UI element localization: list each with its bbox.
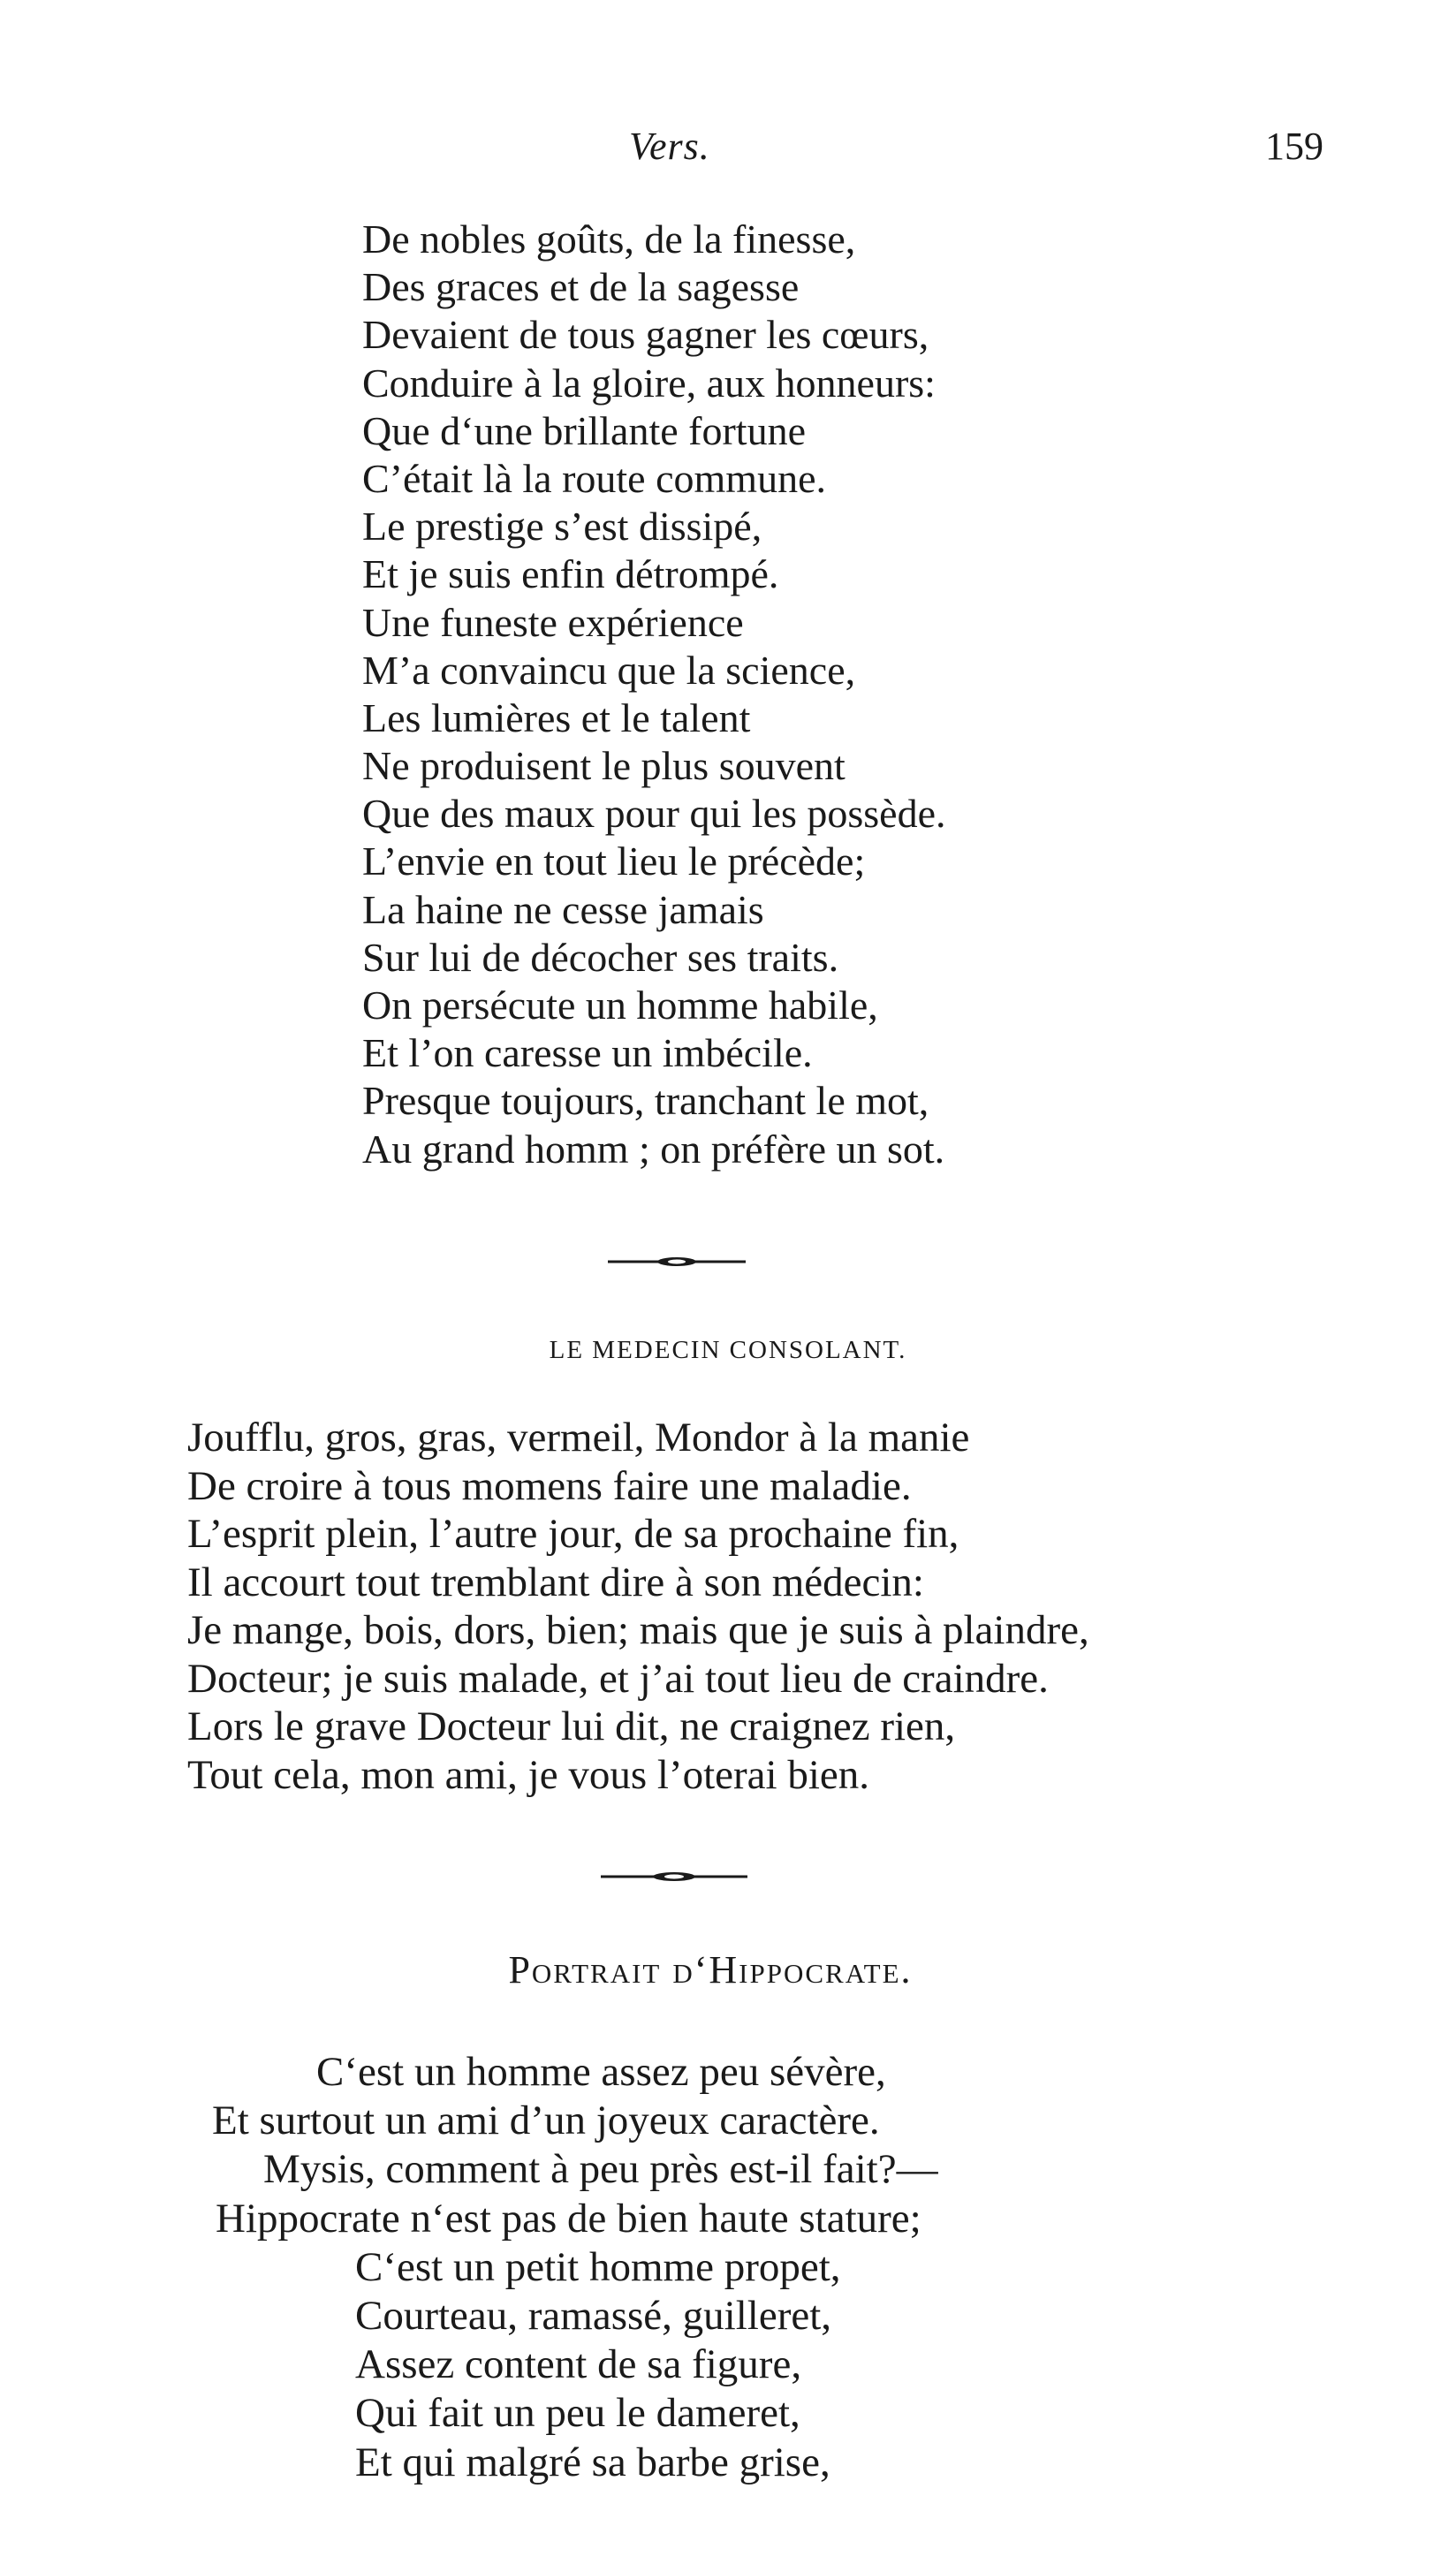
poem-stanza [187, 1414, 1089, 1799]
verse-line: Il accourt tout tremblant dire à son médecin: [187, 1559, 924, 1605]
verse-line: Presque toujours, tranchant le mot, [362, 1078, 929, 1124]
verse-line: Ne produisent le plus souvent [362, 743, 846, 789]
verse-line: Et je suis enfin détrompé. [362, 551, 779, 597]
verse-line: Courteau, ramassé, guilleret, [355, 2292, 832, 2339]
verse-line: On persécute un homme habile, [362, 982, 878, 1028]
verse-line: C’était là la route commune. [362, 455, 826, 501]
verse-line: Une funeste expérience [362, 599, 744, 645]
verse-line: Le prestige s’est dissipé, [362, 504, 762, 550]
verse-line: Au grand homm ; on préfère un sot. [362, 1126, 945, 1172]
verse-line: Que d‘une brillante fortune [362, 407, 806, 453]
verse-line: Je mange, bois, dors, bien; mais que je suis à plaindre, [187, 1607, 1089, 1653]
verse-line: L’esprit plein, l’autre jour, de sa prochaine fin, [187, 1511, 959, 1557]
verse-line: Sur lui de décocher ses traits. [362, 934, 839, 980]
poem-stanza [362, 216, 946, 1173]
verse-line: Joufflu, gros, gras, vermeil, Mondor à la manie [187, 1415, 970, 1460]
verse-line: M’a convaincu que la science, [362, 647, 856, 693]
verse-line: La haine ne cesse jamais [362, 886, 764, 932]
poem-stanza [203, 2048, 938, 2487]
verse-line: Et l’on caresse un imbécile. [362, 1030, 813, 1076]
verse-line: Hippocrate n‘est pas de bien haute stature; [216, 2195, 921, 2242]
verse-line: Mysis, comment à peu près est-il fait?— [263, 2146, 938, 2193]
verse-line: Que des maux pour qui les possède. [362, 791, 946, 837]
verse-line: Docteur; je suis malade, et j’ai tout lieu de craindre. [187, 1655, 1049, 1702]
page-number: 159 [1265, 125, 1323, 168]
verse-line: Qui fait un peu le dameret, [355, 2390, 800, 2437]
section-ornament [599, 1871, 749, 1882]
verse-line: Assez content de sa figure, [355, 2341, 802, 2388]
verse-line: Lors le grave Docteur lui dit, ne craignez rien, [187, 1703, 956, 1749]
verse-line: Conduire à la gloire, aux honneurs: [362, 360, 936, 406]
verse-line: Et qui malgré sa barbe grise, [355, 2439, 830, 2485]
verse-line: Et surtout un ami d’un joyeux caractère. [212, 2098, 880, 2144]
verse-line: C‘est un homme assez peu sévère, [316, 2049, 886, 2095]
running-head [0, 124, 1456, 177]
verse-line: Devaient de tous gagner les cœurs, [362, 312, 929, 358]
verse-line: Tout cela, mon ami, je vous l’oterai bien. [187, 1751, 869, 1798]
verse-line: L’envie en tout lieu le précède; [362, 838, 866, 884]
section-ornament [606, 1256, 747, 1267]
verse-line: C‘est un petit homme propet, [355, 2243, 841, 2290]
verse-line: Les lumières et le talent [362, 694, 751, 740]
verse-line: De nobles goûts, de la finesse, [362, 216, 856, 262]
running-title: Vers. [629, 125, 710, 168]
poem-title: Portrait d‘Hippocrate. [508, 1948, 913, 1991]
verse-line: De croire à tous momens faire une maladie. [187, 1462, 912, 1509]
verse-line: Des graces et de la sagesse [362, 264, 800, 310]
poem-title: LE MEDECIN CONSOLANT. [549, 1336, 907, 1364]
